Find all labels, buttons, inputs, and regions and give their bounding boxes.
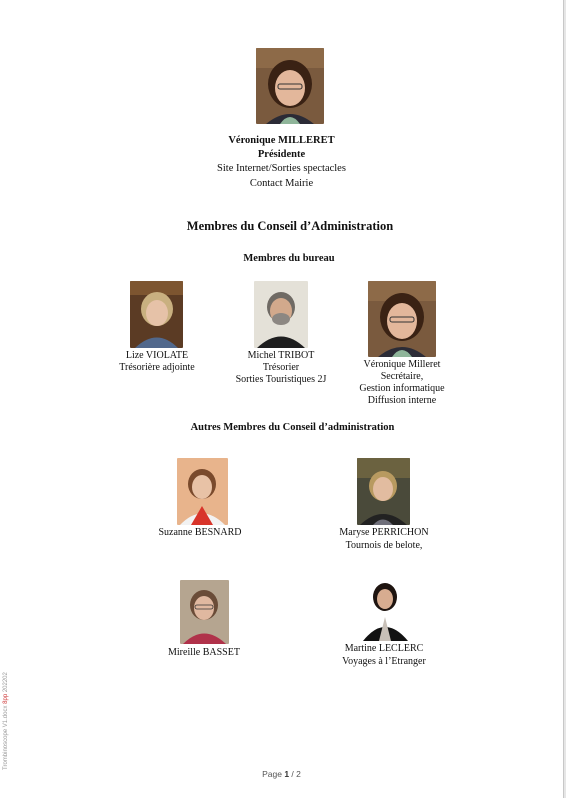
other-member-2-role: Tournois de belote, [345, 540, 423, 551]
bureau-member-3-task-2: Diffusion interne [367, 395, 437, 406]
president-photo [256, 48, 324, 124]
bureau-member-1-name: Lize VIOLATE [125, 350, 189, 361]
member-photo-maryse-perrichon [357, 458, 410, 525]
member-photo-michel-tribot [254, 281, 308, 348]
bureau-member-2-name: Michel TRIBOT [247, 350, 315, 361]
president-line-2: Contact Mairie [249, 178, 314, 189]
member-photo-lize-violate [130, 281, 183, 348]
other-member-1-name: Suzanne BESNARD [158, 527, 242, 538]
member-photo-suzanne-besnard [177, 458, 228, 525]
member-photo-veronique-milleret [368, 281, 436, 357]
other-member-2-name: Maryse PERRICHON [339, 527, 429, 538]
member-photo-martine-leclerc [361, 577, 410, 641]
bureau-title: Membres du bureau [243, 253, 335, 264]
bureau-member-1-role: Trésorière adjointe [119, 362, 195, 373]
bureau-member-2-task: Sorties Touristiques 2J [235, 374, 327, 385]
other-member-4-role: Voyages à l’Etranger [342, 656, 426, 667]
bureau-member-3-role: Secrétaire, [380, 371, 424, 382]
president-line-1: Site Internet/Sorties spectacles [217, 163, 346, 174]
others-title: Autres Membres du Conseil d’administration [190, 422, 395, 433]
president-role: Présidente [257, 149, 306, 160]
section-title: Membres du Conseil d’Administration [186, 219, 394, 233]
page-number: Page 1 / 2 [262, 769, 301, 779]
sidebar-filename: Trombinoscope V1.docx 8pp 202202 [3, 672, 9, 770]
bureau-member-2-role: Trésorier [262, 362, 300, 373]
member-photo-mireille-basset [180, 580, 229, 644]
president-name: Véronique MILLERET [228, 135, 335, 146]
other-member-3-name: Mireille BASSET [168, 647, 240, 658]
bureau-member-3-name: Véronique Milleret [363, 359, 441, 370]
bureau-member-3-task-1: Gestion informatique [359, 383, 445, 394]
other-member-4-name: Martine LECLERC [344, 643, 424, 654]
